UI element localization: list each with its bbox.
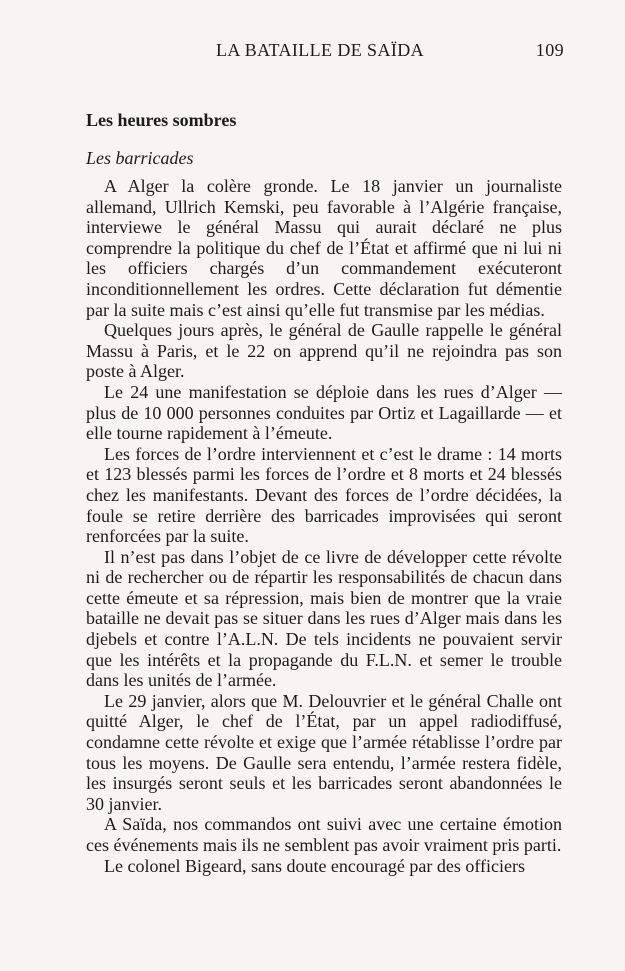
paragraph: Il n’est pas dans l’objet de ce livre de développer cette révolte ni de rechercher ou de répartir les responsabilités de chacun dans cette émeute et sa répression, mais bien de montrer que la vraie bataille ne devait pas se situer dans les rues d’Alger mais dans les djebels et contre l’A.L.N. De tels incidents ne pouvaient servir que les intérêts et la propagande du F.L.N. et semer le trouble dans les unités de l’armée. [86,546,562,691]
paragraph: Le 24 une manifestation se déploie dans les rues d’Alger — plus de 10 000 personnes conduites par Ortiz et Lagaillarde — et elle tourne rapidement à l’émeute. [86,381,562,444]
page-number: 109 [535,40,564,60]
running-title: LA BATAILLE DE SAÏDA [216,40,425,60]
paragraph: Les forces de l’ordre interviennent et c’est le drame : 14 morts et 123 blessés parmi les forces de l’ordre et 8 morts et 24 blessés chez les manifestants. Devant des forces de l’ordre décidées, la foule se retire derrière des barricades improvisées qui seront renforcées par la suite. [86,443,562,547]
section-title: Les heures sombres [86,110,237,130]
paragraph: A Alger la colère gronde. Le 18 janvier un journaliste allemand, Ullrich Kemski, peu favorable à l’Algérie française, interviewe le général Massu qui aurait déclaré ne plus comprendre la politique du chef de l’État et affirmé que ni lui ni les officiers chargés d’un commandement exécuteront inconditionnellement les ordres. Cette déclaration fut démentie par la suite mais c’est ainsi qu’elle fut transmise par les médias. [86,176,562,320]
body-text [86,176,562,876]
subsection-title: Les barricades [86,148,194,168]
paragraph: A Saïda, nos commandos ont suivi avec une certaine émotion ces événements mais ils ne semblent pas avoir vraiment pris parti. [86,814,562,855]
paragraph: Le colonel Bigeard, sans doute encouragé par des officiers [104,855,526,876]
paragraph: Le 29 janvier, alors que M. Delouvrier et le général Challe ont quitté Alger, le chef de l’État, par un appel radiodiffusé, condamne cette révolte et exige que l’armée rétablisse l’ordre par tous les moyens. De Gaulle sera entendu, l’armée restera fidèle, les insurgés seront seuls et les barricades seront abandonnées le 30 janvier. [86,690,562,814]
paragraph: Quelques jours après, le général de Gaulle rappelle le général Massu à Paris, et le 22 on apprend qu’il ne rejoindra pas son poste à Alger. [86,320,562,382]
